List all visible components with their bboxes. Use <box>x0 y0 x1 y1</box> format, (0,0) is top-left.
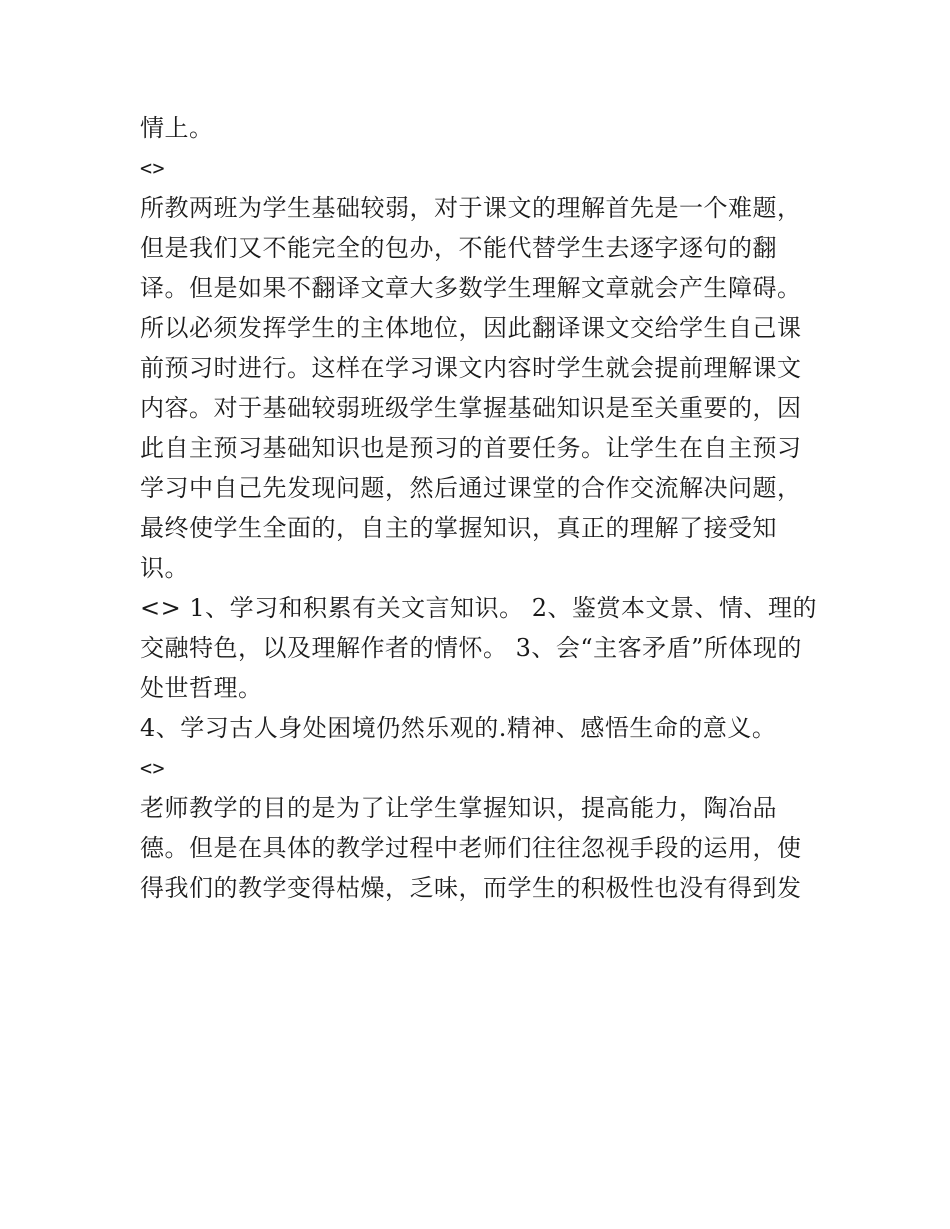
text-line: 此自主预习基础知识也是预习的首要任务。让学生在自主预习 <box>140 434 802 462</box>
text-line: 内容。对于基础较弱班级学生掌握基础知识是至关重要的，因 <box>140 394 802 422</box>
text-line: 译。但是如果不翻译文章大多数学生理解文章就会产生障碍。 <box>140 274 802 302</box>
text-line: 情上。 <box>140 114 214 142</box>
text-line: 得我们的教学变得枯燥，乏味，而学生的积极性也没有得到发 <box>140 874 802 902</box>
text-line: 最终使学生全面的，自主的掌握知识，真正的理解了接受知 <box>140 514 777 542</box>
text-line: <> <box>140 756 166 780</box>
text-line: <> <box>140 156 166 180</box>
text-line: 所教两班为学生基础较弱，对于课文的理解首先是一个难题， <box>140 194 802 222</box>
text-line: 交融特色，以及理解作者的情怀。 3、会“主客矛盾”所体现的 <box>140 634 802 662</box>
text-line: 但是我们又不能完全的包办，不能代替学生去逐字逐句的翻 <box>140 234 777 262</box>
text-line: 学习中自己先发现问题，然后通过课堂的合作交流解决问题， <box>140 474 802 502</box>
text-line: 前预习时进行。这样在学习课文内容时学生就会提前理解课文 <box>140 354 802 382</box>
text-line: <> 1、学习和积累有关文言知识。 2、鉴赏本文景、情、理的 <box>140 594 818 622</box>
text-line: 处世哲理。 <box>140 674 263 702</box>
text-line: 德。但是在具体的教学过程中老师们往往忽视手段的运用，使 <box>140 834 802 862</box>
text-line: 老师教学的目的是为了让学生掌握知识，提高能力，陶冶品 <box>140 794 777 822</box>
document-body <box>140 108 820 908</box>
text-line: 4、学习古人身处困境仍然乐观的.精神、感悟生命的意义。 <box>140 714 777 742</box>
text-line: 识。 <box>140 554 189 582</box>
text-line: 所以必须发挥学生的主体地位，因此翻译课文交给学生自己课 <box>140 314 802 342</box>
